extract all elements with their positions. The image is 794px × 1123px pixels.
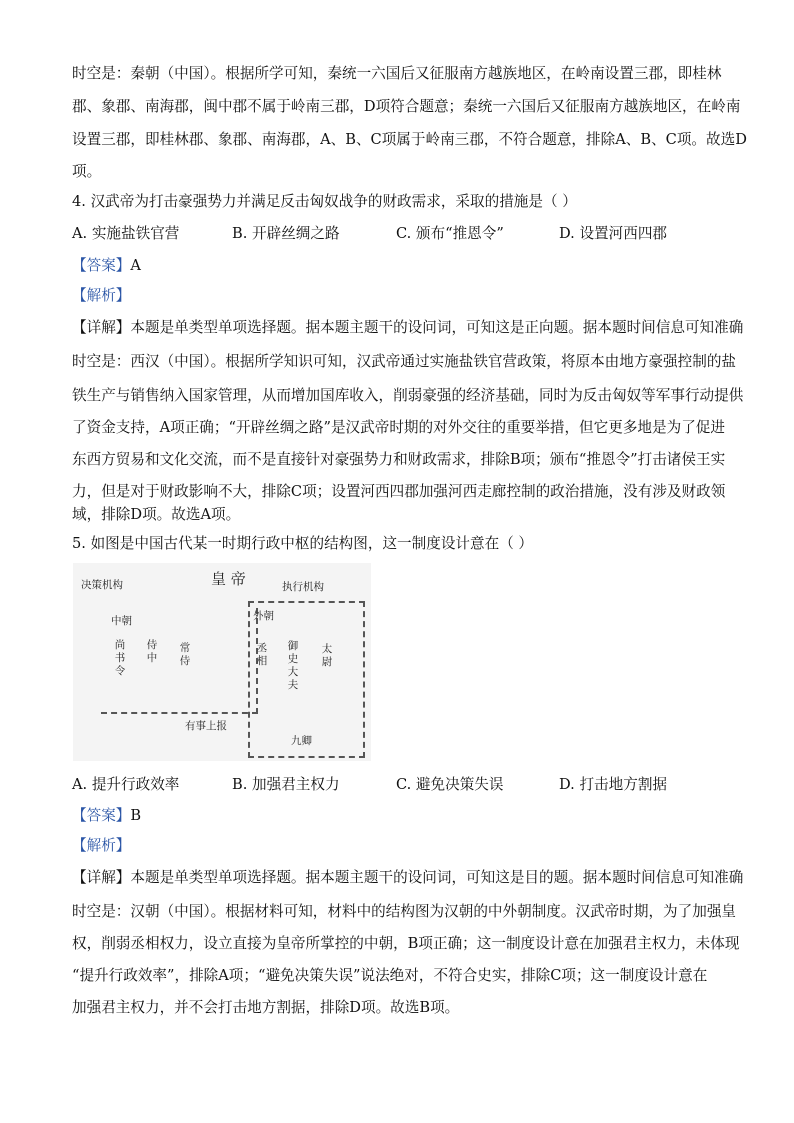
q4-detail-line-2: 时空是：西汉（中国）。根据所学知识可知，汉武帝通过实施盐铁官营政策，将原本由地方豪强控制的盐 [72, 353, 737, 370]
q4-option-c: C. 颁布“推恩令” [396, 225, 504, 242]
answer-value: B [130, 807, 142, 824]
q5-detail-line-4: “提升行政效率”，排除A项；“避免决策失误”说法绝对，不符合史实，排除C项；这一制度设计意在 [72, 967, 708, 984]
detail-label: 【详解】 [72, 869, 131, 886]
answer-label: 【答案】 [72, 807, 131, 824]
q5-option-b: B. 加强君主权力 [232, 776, 340, 793]
q5-detail-line-2: 时空是：汉朝（中国）。根据材料可知，材料中的结构图为汉朝的中外朝制度。汉武帝时期，为了加强皇 [72, 903, 737, 920]
chengxiang-label: 丞相 [256, 642, 268, 667]
q5-option-a: A. 提升行政效率 [72, 776, 180, 793]
q4-analysis-label: 【解析】 [72, 287, 131, 304]
q4-detail-line-5: 东西方贸易和文化交流，而不是直接针对豪强势力和财政需求，排除B项；颁布“推恩令”打击诸侯王实 [72, 451, 726, 468]
taiwei-label: 太尉 [321, 643, 333, 668]
q4-option-d: D. 设置河西四郡 [559, 225, 668, 242]
q4-detail-line-6: 力，但是对于财政影响不大，排除C项；设置河西四郡加强河西走廊控制的政治措施，没有涉及财政领 [72, 483, 726, 500]
answer-label: 【答案】 [72, 257, 131, 274]
q5-stem: 5. 如图是中国古代某一时期行政中枢的结构图，这一制度设计意在（ ） [72, 535, 534, 552]
detail-text: 本题是单类型单项选择题。据本题主题干的设问词，可知这是正向题。据本题时间信息可知准确 [130, 319, 744, 336]
shizhong-label: 侍中 [146, 639, 158, 664]
q3-explanation-line-3: 设置三郡，即桂林郡、象郡、南海郡，A、B、C项属于岭南三郡，不符合题意，排除A、B、C项。故选D [72, 131, 747, 148]
q5-option-c: C. 避免决策失误 [396, 776, 504, 793]
decision-organ-label: 决策机构 [81, 579, 123, 591]
detail-label: 【详解】 [72, 319, 131, 336]
q4-detail-line-7: 域，排除D项。故选A项。 [72, 506, 241, 523]
outer-court-label: 外朝 [253, 610, 274, 622]
detail-text: 本题是单类型单项选择题。据本题主题干的设问词，可知这是目的题。据本题时间信息可知准确 [130, 869, 744, 886]
q4-option-a: A. 实施盐铁官营 [72, 225, 180, 242]
jiuqing-label: 九卿 [291, 735, 312, 747]
q5-detail-line-5: 加强君主权力，并不会打击地方割据，排除D项。故选B项。 [72, 999, 460, 1016]
q3-explanation-line-2: 郡、象郡、南海郡，闽中郡不属于岭南三郡，D项符合题意；秦统一六国后又征服南方越族地区，在岭南 [72, 98, 741, 115]
q5-option-d: D. 打击地方割据 [559, 776, 668, 793]
report-up-label: 有事上报 [185, 720, 227, 732]
q3-explanation-line-1: 时空是：秦朝（中国）。根据所学可知，秦统一六国后又征服南方越族地区，在岭南设置三郡，即桂林 [72, 65, 722, 82]
shangshuling-label: 尚书令 [114, 639, 126, 677]
q5-analysis-label: 【解析】 [72, 837, 131, 854]
q5-answer [72, 806, 141, 826]
q4-detail-line-4: 了资金支持，A项正确；“开辟丝绸之路”是汉武帝时期的对外交往的重要举措，但它更多地是为了促进 [72, 419, 725, 436]
government-structure-diagram [73, 563, 371, 761]
q3-explanation-line-4: 项。 [72, 163, 102, 180]
yushidafu-label: 御史大夫 [287, 640, 299, 691]
q4-detail-line-1 [72, 318, 743, 338]
q4-detail-line-3: 铁生产与销售纳入国家管理，从而增加国库收入，削弱豪强的经济基础，同时为反击匈奴等军事行动提供 [72, 387, 744, 404]
emperor-label: 皇 帝 [211, 570, 246, 588]
q4-answer [72, 256, 141, 276]
changshi-label: 常侍 [179, 642, 191, 667]
q4-option-b: B. 开辟丝绸之路 [232, 225, 340, 242]
q5-detail-line-1 [72, 868, 743, 888]
answer-value: A [130, 257, 141, 274]
q5-detail-line-3: 权，削弱丞相权力，设立直接为皇帝所掌控的中朝，B项正确；这一制度设计意在加强君主权力，未体现 [72, 935, 740, 952]
inner-court-label: 中朝 [111, 615, 132, 627]
q4-stem: 4. 汉武帝为打击豪强势力并满足反击匈奴战争的财政需求，采取的措施是（ ） [72, 193, 577, 210]
execution-organ-label: 执行机构 [282, 581, 324, 593]
